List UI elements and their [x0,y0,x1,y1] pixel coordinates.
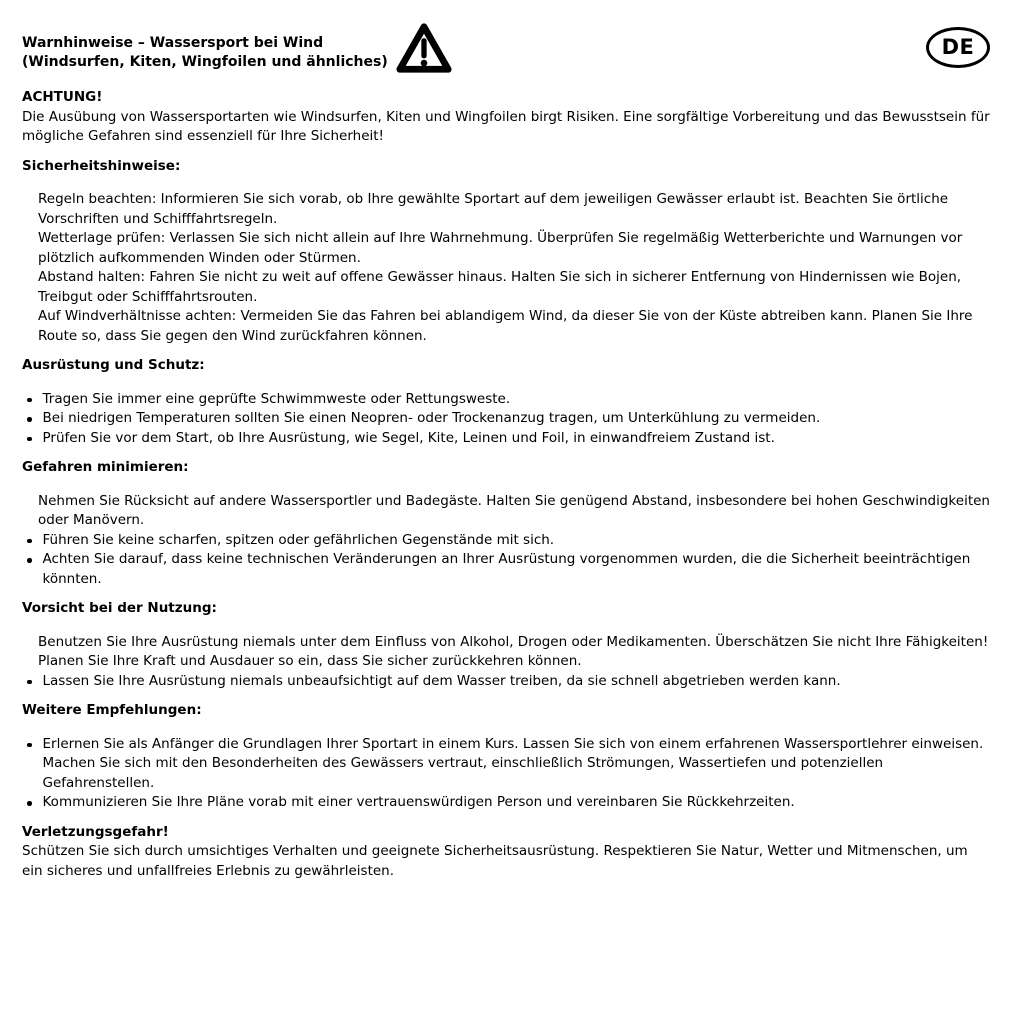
section-verletzungsgefahr-body: Schützen Sie sich durch umsichtiges Verhalten und geeignete Sicherheitsausrüstung. Respektieren Sie Natur, Wetter und Mitmenschen, um ein sicheres und unfallfreies Erlebnis zu gewährleisten. [22,843,968,879]
bullet-item [22,793,990,813]
bullet-item [22,390,990,410]
document-title-line2: (Windsurfen, Kiten, Wingfoilen und ähnliches) [22,54,388,70]
section-gefahren [22,458,990,589]
bullet-text: Tragen Sie immer eine geprüfte Schwimmweste oder Rettungsweste. [42,390,511,407]
section-ausruestung [22,356,990,448]
section-vorsicht-intro-wrap [22,633,990,672]
bullet-text: Kommunizieren Sie Ihre Pläne vorab mit einer vertrauenswürdigen Person und vereinbaren Sie Rückkehrzeiten. [42,794,795,810]
bullet-dot-icon [27,398,32,403]
section-vorsicht-heading: Vorsicht bei der Nutzung: [22,600,217,616]
section-verletzungsgefahr-heading: Verletzungsgefahr! [22,823,169,840]
section-vorsicht [22,599,990,691]
bullet-text: Lassen Sie Ihre Ausrüstung niemals unbeaufsichtigt auf dem Wasser treiben, da sie schnell abgetrieben werden kann. [42,672,841,689]
bullet-item [22,735,990,794]
bullet-item [22,550,990,589]
bullet-dot-icon [27,801,32,806]
language-badge-de: DE [926,27,990,68]
safety-item: Auf Windverhältnisse achten: Vermeiden Sie das Fahren bei ablandigem Wind, da dieser Sie von der Küste abtreiben kann. Planen Sie Ihre Route so, dass Sie gegen den Wind zurückfahren können. [38,308,973,344]
bullet-dot-icon [27,558,32,563]
section-sicherheitshinweise-items [22,190,990,346]
section-achtung-heading: ACHTUNG! [22,89,103,105]
document-title-line1: Warnhinweise – Wassersport bei Wind [22,35,324,51]
section-verletzungsgefahr [22,823,990,882]
section-ausruestung-heading: Ausrüstung und Schutz: [22,357,205,373]
bullet-text: Bei niedrigen Temperaturen sollten Sie einen Neopren- oder Trockenanzug tragen, um Unterkühlung zu vermeiden. [42,410,821,426]
warning-triangle-icon [395,20,453,78]
bullet-dot-icon [27,539,32,544]
bullet-text: Führen Sie keine scharfen, spitzen oder gefährlichen Gegenstände mit sich. [42,531,555,548]
bullet-dot-icon [27,680,32,685]
bullet-dot-icon [27,743,32,748]
document-title [22,34,388,72]
bullet-text: Erlernen Sie als Anfänger die Grundlagen Ihrer Sportart in einem Kurs. Lassen Sie sich von einem erfahrenen Wassersportlehrer einweisen. [42,735,984,752]
bullet-text: Achten Sie darauf, dass keine technischen Veränderungen an Ihrer Ausrüstung vorgenommen wurden, die die Sicherheit beeinträchtigen könnten. [42,551,971,587]
section-gefahren-heading: Gefahren minimieren: [22,459,189,475]
bullet-text-group [43,735,991,794]
bullet-item [22,672,990,692]
section-gefahren-intro: Nehmen Sie Rücksicht auf andere Wassersportler und Badegäste. Halten Sie genügend Abstand, insbesondere bei hohen Geschwindigkeiten oder Manövern. [38,492,990,528]
section-empfehlungen [22,701,990,813]
bullet-continuation-text: Machen Sie sich mit den Besonderheiten des Gewässers vertraut, einschließlich Strömungen, Wassertiefen und potenziellen Gefahrenstellen. [42,755,884,791]
section-empfehlungen-heading: Weitere Empfehlungen: [22,702,202,718]
section-achtung [22,88,990,147]
bullet-text: Prüfen Sie vor dem Start, ob Ihre Ausrüstung, wie Segel, Kite, Leinen und Foil, in einwandfreiem Zustand ist. [42,429,775,446]
section-sicherheitshinweise [22,157,990,347]
bullet-item [22,531,990,551]
section-sicherheitshinweise-heading: Sicherheitshinweise: [22,157,181,174]
bullet-dot-icon [27,417,32,422]
document-header [22,20,990,78]
section-achtung-body: Die Ausübung von Wassersportarten wie Windsurfen, Kiten und Wingfoilen birgt Risiken. Eine sorgfältige Vorbereitung und das Bewusstsein für mögliche Gefahren sind essenziell für Ihre Sicherheit! [22,108,990,144]
section-gefahren-intro-wrap [22,492,990,531]
section-vorsicht-intro: Benutzen Sie Ihre Ausrüstung niemals unter dem Einfluss von Alkohol, Drogen oder Medikamenten. Überschätzen Sie nicht Ihre Fähigkeiten! Planen Sie Ihre Kraft und Ausdauer so ein, dass Sie sicher zurückkehren können. [38,633,989,669]
safety-item: Abstand halten: Fahren Sie nicht zu weit auf offene Gewässer hinaus. Halten Sie sich in sicherer Entfernung von Hindernissen wie Bojen, Treibgut oder Schifffahrtsrouten. [38,269,962,305]
bullet-item [22,409,990,429]
safety-item: Regeln beachten: Informieren Sie sich vorab, ob Ihre gewählte Sportart auf dem jeweiligen Gewässer erlaubt ist. Beachten Sie örtliche Vorschriften und Schifffahrtsregeln. [38,191,949,227]
safety-item: Wetterlage prüfen: Verlassen Sie sich nicht allein auf Ihre Wahrnehmung. Überprüfen Sie regelmäßig Wetterberichte und Warnungen vor plötzlich aufkommenden Winden oder Stürmen. [38,230,963,266]
bullet-dot-icon [27,437,32,442]
bullet-item [22,429,990,449]
